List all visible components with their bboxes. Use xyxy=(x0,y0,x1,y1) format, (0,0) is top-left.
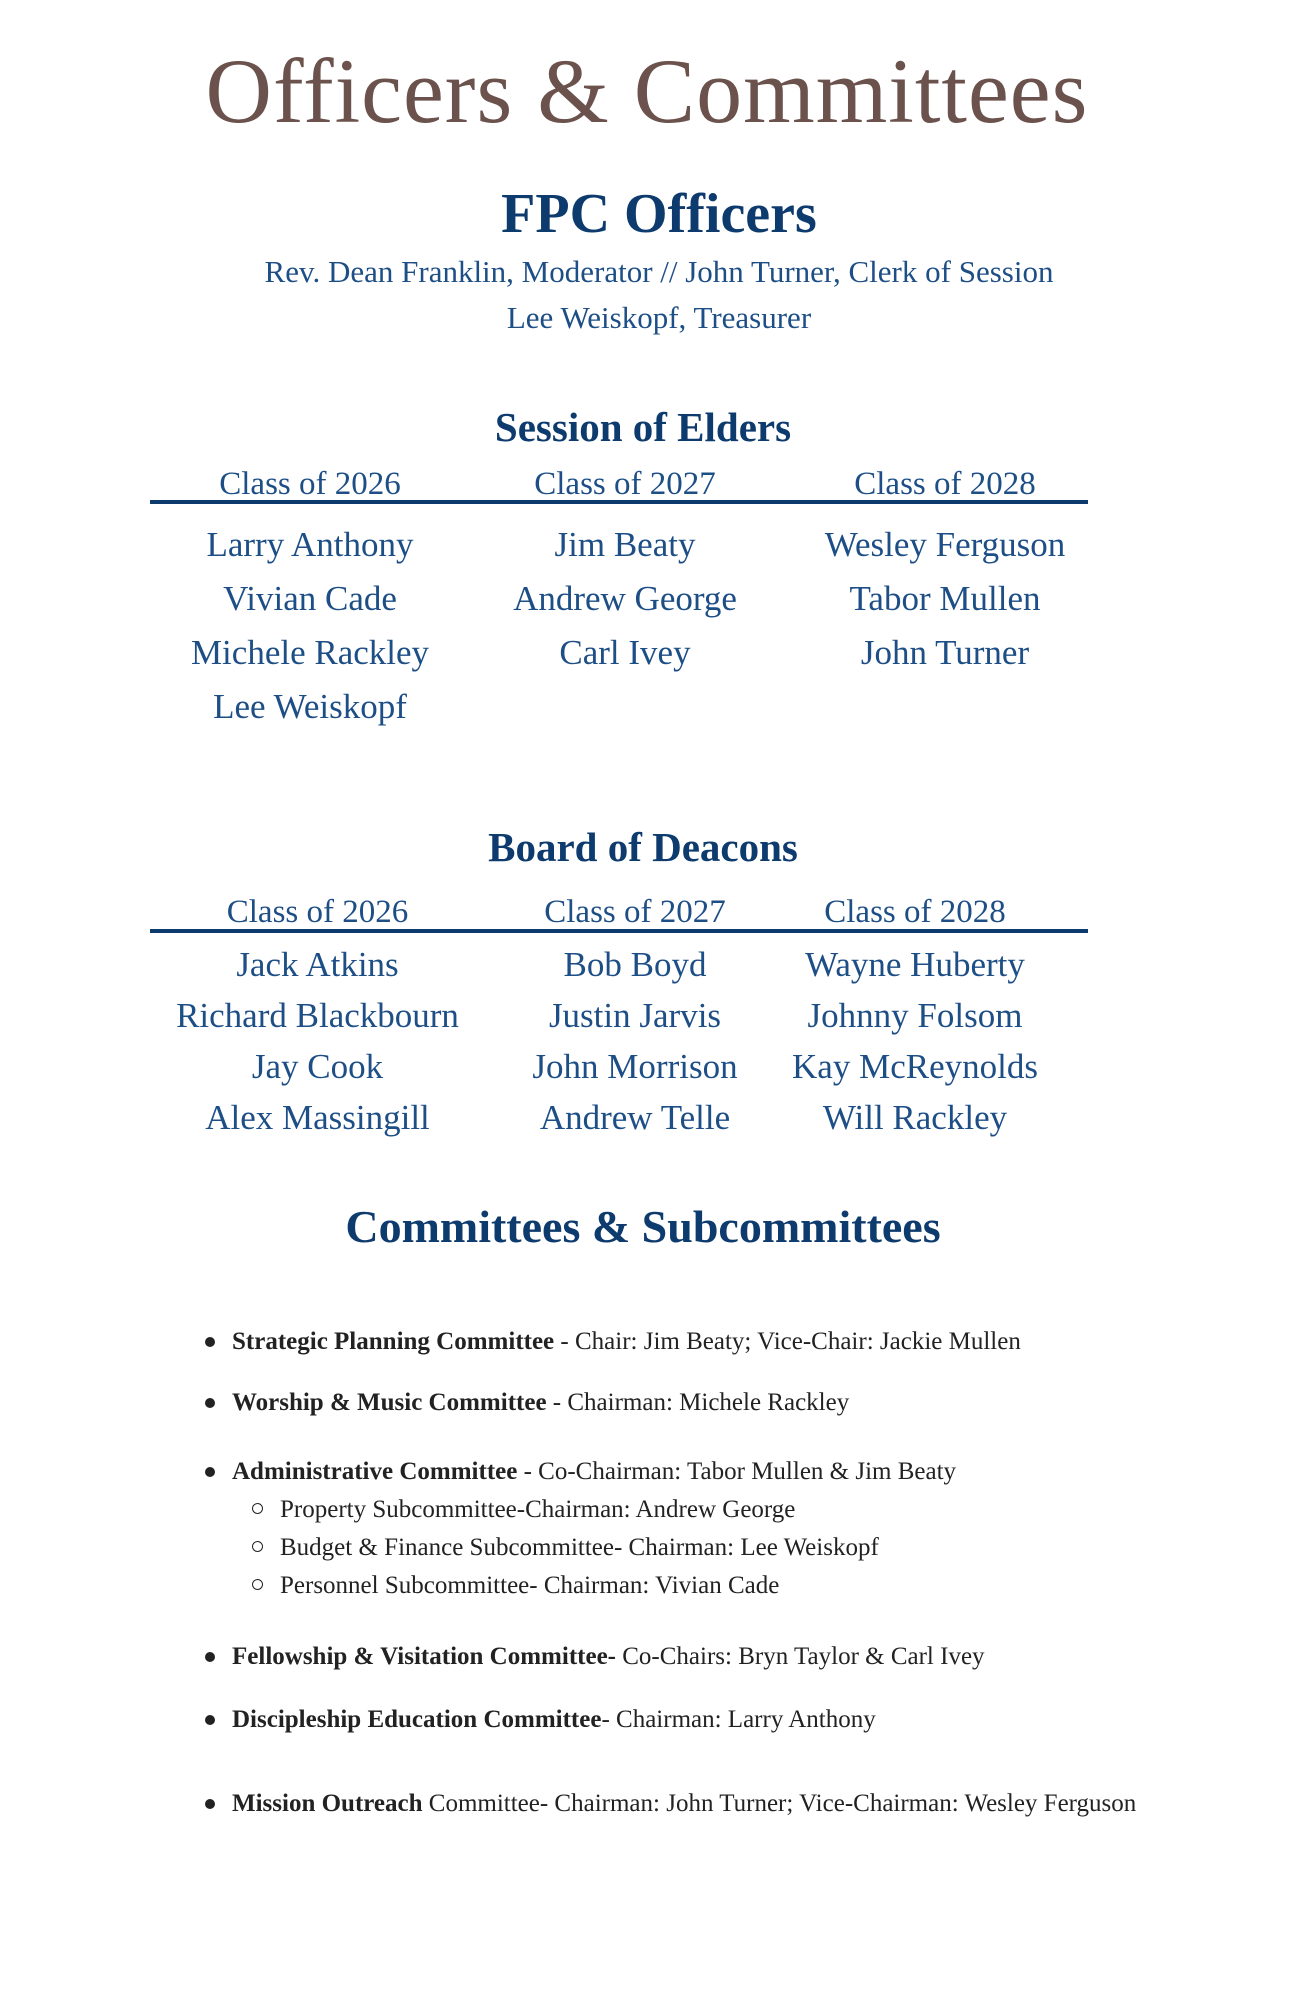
officers-line-2: Lee Weiskopf, Treasurer xyxy=(506,300,812,335)
elders-heading: Session of Elders xyxy=(494,404,792,450)
elder-name: Jim Beaty xyxy=(554,525,696,564)
bullet-icon xyxy=(205,1715,215,1725)
committee-detail: - Chairman: Michele Rackley xyxy=(546,1389,850,1416)
circle-bullet-icon xyxy=(252,1579,263,1590)
committee-item xyxy=(232,1701,1152,1739)
elders-class-header: Class of 2028 xyxy=(854,466,1036,502)
bullet-icon xyxy=(205,1467,215,1477)
deacons-class-2028 xyxy=(770,888,1060,1143)
bullet-icon xyxy=(205,1652,215,1662)
committee-name: Discipleship Education Committee xyxy=(232,1706,602,1733)
deacons-class-header: Class of 2027 xyxy=(544,894,726,930)
deacon-name: Richard Blackbourn xyxy=(176,996,459,1035)
deacon-name: Bob Boyd xyxy=(563,945,707,984)
officers-line-1: Rev. Dean Franklin, Moderator // John Turner, Clerk of Session xyxy=(264,254,1054,289)
committee-detail: - Chairman: Larry Anthony xyxy=(601,1706,876,1733)
elder-name: Tabor Mullen xyxy=(849,579,1041,618)
elder-name: Michele Rackley xyxy=(190,633,430,672)
subcommittee-text: Budget & Finance Subcommittee- Chairman: Lee Weiskopf xyxy=(280,1534,879,1561)
elder-name: Lee Weiskopf xyxy=(213,687,407,726)
subcommittee-item xyxy=(280,1529,1080,1567)
deacons-heading: Board of Deacons xyxy=(488,824,798,870)
elders-class-2027 xyxy=(470,460,780,680)
deacon-name: Alex Massingill xyxy=(205,1098,430,1137)
committee-detail: - Chair: Jim Beaty; Vice-Chair: Jackie Mullen xyxy=(554,1328,1021,1355)
bullet-icon xyxy=(205,1799,215,1809)
circle-bullet-icon xyxy=(252,1541,263,1552)
committee-item xyxy=(232,1785,1152,1823)
committees-heading: Committees & Subcommittees xyxy=(345,1201,941,1252)
elders-class-2028 xyxy=(790,460,1100,680)
elder-name: John Turner xyxy=(860,633,1030,672)
deacons-class-2026 xyxy=(150,888,485,1143)
deacons-class-2027 xyxy=(485,888,785,1143)
committee-name: Worship & Music Committee xyxy=(232,1389,547,1416)
committee-detail: Committee- Chairman: John Turner; Vice-Chairman: Wesley Ferguson xyxy=(422,1790,1137,1817)
deacon-name: Wayne Huberty xyxy=(805,945,1025,984)
deacon-name: Will Rackley xyxy=(822,1098,1008,1137)
deacon-name: Johnny Folsom xyxy=(807,996,1023,1035)
subcommittee-text: Personnel Subcommittee- Chairman: Vivian Cade xyxy=(280,1572,780,1599)
committee-item xyxy=(232,1384,1152,1422)
subcommittee-item xyxy=(280,1491,1080,1529)
committee-name: Mission Outreach xyxy=(232,1790,423,1817)
elders-class-header: Class of 2026 xyxy=(219,466,401,502)
elder-name: Larry Anthony xyxy=(206,525,414,564)
elder-name: Wesley Ferguson xyxy=(824,525,1066,564)
elder-name: Vivian Cade xyxy=(223,579,397,618)
elder-name: Carl Ivey xyxy=(559,633,691,672)
committee-item xyxy=(232,1638,1152,1676)
elder-name: Andrew George xyxy=(513,579,737,618)
bullet-icon xyxy=(205,1398,215,1408)
deacons-class-header: Class of 2028 xyxy=(824,894,1006,930)
committee-item xyxy=(232,1323,1152,1361)
circle-bullet-icon xyxy=(252,1503,263,1514)
subcommittee-text: Property Subcommittee-Chairman: Andrew George xyxy=(280,1496,796,1523)
subcommittee-item xyxy=(280,1567,1080,1605)
deacon-name: Andrew Telle xyxy=(539,1098,731,1137)
committee-name: Strategic Planning Committee xyxy=(232,1328,555,1355)
bullet-icon xyxy=(205,1337,215,1347)
deacon-name: Justin Jarvis xyxy=(548,996,722,1035)
committee-name: Fellowship & Visitation Committee- xyxy=(232,1643,616,1670)
elders-class-header: Class of 2027 xyxy=(534,466,716,502)
deacons-class-header: Class of 2026 xyxy=(226,894,409,930)
elders-class-2026 xyxy=(150,460,470,734)
deacon-name: John Morrison xyxy=(532,1047,738,1086)
deacon-name: Jay Cook xyxy=(251,1047,384,1086)
committee-detail: Co-Chairs: Bryn Taylor & Carl Ivey xyxy=(615,1643,985,1670)
deacon-name: Kay McReynolds xyxy=(792,1047,1038,1086)
deacon-name: Jack Atkins xyxy=(236,945,399,984)
officers-heading: FPC Officers xyxy=(501,183,817,245)
committee-name: Administrative Committee xyxy=(232,1458,518,1485)
committee-detail: - Co-Chairman: Tabor Mullen & Jim Beaty xyxy=(517,1458,957,1485)
committee-item xyxy=(232,1453,1152,1491)
page-title: Officers & Committees xyxy=(205,40,1089,142)
